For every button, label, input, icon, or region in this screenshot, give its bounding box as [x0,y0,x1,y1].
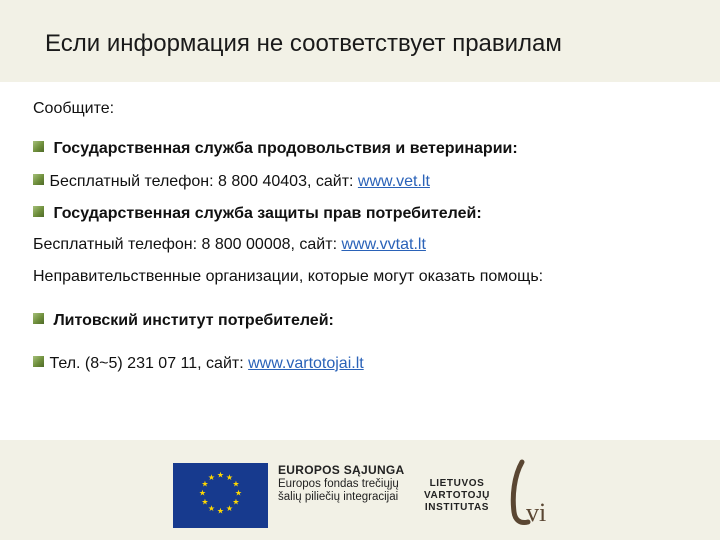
svg-text:★: ★ [234,488,243,498]
square-bullet-icon [33,206,44,217]
eu-title: EUROPOS SĄJUNGA [278,463,405,477]
org-food-vet-name: Государственная служба продовольствия и ветеринарии: [53,140,518,157]
eu-fund-line: Europos fondas trečiųjų [278,477,399,490]
svg-text:★: ★ [207,504,216,513]
vvtat-website-link[interactable]: www.vvtat.lt [341,236,426,253]
svg-text:★: ★ [225,504,234,513]
svg-text:★: ★ [232,497,240,507]
org-consumer-institute-contact-text: Тел. (8~5) 231 07 11, сайт: [49,355,249,372]
vet-website-link[interactable]: www.vet.lt [357,173,430,190]
org-food-vet-heading [33,140,518,158]
org-food-vet-contact [33,173,430,191]
lvi-logo-icon [504,458,560,532]
eu-fund-caption [278,464,405,505]
ngo-text: Неправительственные организации, которые могут оказать помощь: [33,268,544,285]
lvi-logo-text: vi [526,498,547,527]
svg-text:★: ★ [232,479,240,489]
lvi-line2: VARTOTOJŲ [424,490,490,501]
org-consumer-rights-heading [33,205,482,223]
svg-text:★: ★ [216,470,225,480]
org-consumer-institute-heading [33,312,334,330]
svg-text:★: ★ [216,506,225,516]
square-bullet-icon [33,313,44,324]
org-consumer-rights-contact [33,236,426,254]
lvi-logo [504,458,560,532]
intro-text: Сообщите: [33,100,115,117]
page-title: Если информация не соответствует правилам [45,30,562,57]
lvi-caption [424,478,490,514]
svg-text:★: ★ [207,473,216,482]
org-consumer-institute-contact [33,355,364,373]
vartotojai-website-link[interactable]: www.vartotojai.lt [248,355,364,372]
square-bullet-icon [33,141,44,152]
eu-stars-icon [173,463,268,528]
org-consumer-rights-name: Государственная служба защиты прав потребителей: [53,205,482,222]
content-area [0,82,720,440]
svg-text:★: ★ [201,479,209,489]
eu-integration-line: šalių piliečių integracijai [278,491,399,503]
org-consumer-rights-contact-text: Бесплатный телефон: 8 800 00008, сайт: [33,236,342,253]
eu-flag-logo [173,463,268,528]
svg-text:★: ★ [201,497,209,507]
svg-text:★: ★ [225,473,234,482]
lvi-line3: INSTITUTAS [424,502,490,513]
square-bullet-icon [33,356,44,367]
lvi-line1: LIETUVOS [429,478,485,489]
square-bullet-icon [33,174,44,185]
org-food-vet-contact-text: Бесплатный телефон: 8 800 40403, сайт: [49,173,358,190]
svg-text:★: ★ [198,488,207,498]
org-consumer-institute-name: Литовский институт потребителей: [53,312,334,329]
